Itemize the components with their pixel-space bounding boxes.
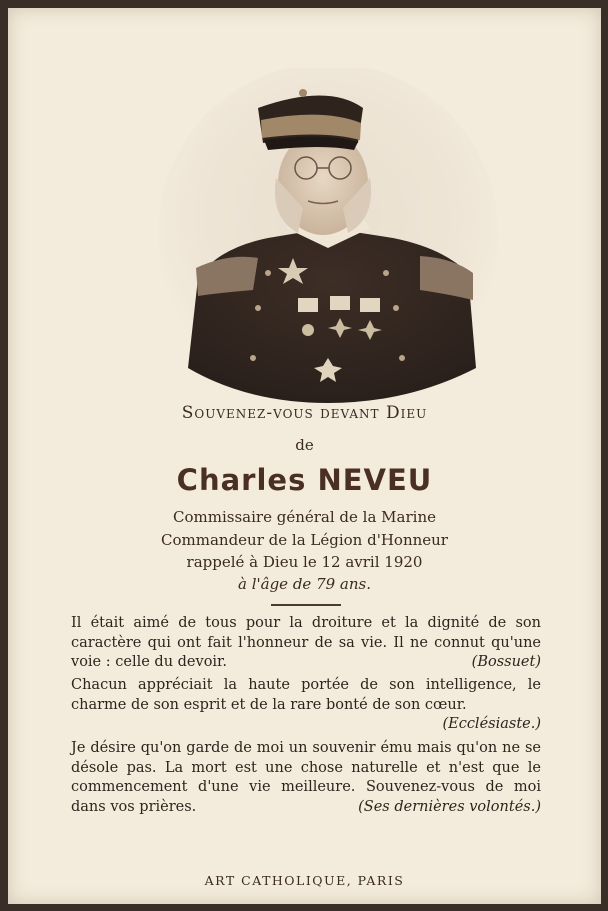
memorial-card	[8, 8, 601, 904]
title-honour: Commandeur de la Légion d'Honneur	[161, 531, 448, 549]
death-date: rappelé à Dieu le 12 avril 1920	[186, 553, 423, 571]
quote-text: Je désire qu'on garde de moi un souvenir ému mais qu'on ne se désole pas. La mort est une chose naturelle et n'est que le commencement d'une vie meilleure. Souvenez-vous de moi dans vos prières.	[71, 740, 541, 815]
quote-paragraph	[71, 614, 541, 673]
title-rank: Commissaire général de la Marine	[173, 508, 436, 526]
age-at-death: à l'âge de 79 ans.	[238, 575, 371, 593]
quote-paragraph	[71, 739, 541, 817]
memorial-heading: Souvenez-vous devant Dieu	[181, 403, 428, 423]
deceased-name: Charles NEVEU	[176, 463, 433, 497]
quote-source: (Bossuet)	[471, 654, 541, 670]
quote-source: (Ses dernières volontés.)	[358, 798, 541, 815]
heading-preposition: de	[295, 436, 314, 454]
publisher-imprint: ART CATHOLIQUE, PARIS	[204, 873, 405, 888]
quote-paragraph	[71, 676, 541, 735]
quote-text: Il était aimé de tous pour la droiture et la dignité de son caractère qui ont fait l'honneur de sa vie. Il ne connut qu'une voie : celle du devoir.	[71, 615, 541, 670]
divider	[271, 604, 341, 606]
quote-source: (Ecclésiaste.)	[442, 716, 541, 732]
portrait-photo	[158, 68, 498, 403]
quote-text: Chacun appréciait la haute portée de son intelligence, le charme de son esprit et de la rare bonté de son cœur.	[71, 677, 541, 713]
